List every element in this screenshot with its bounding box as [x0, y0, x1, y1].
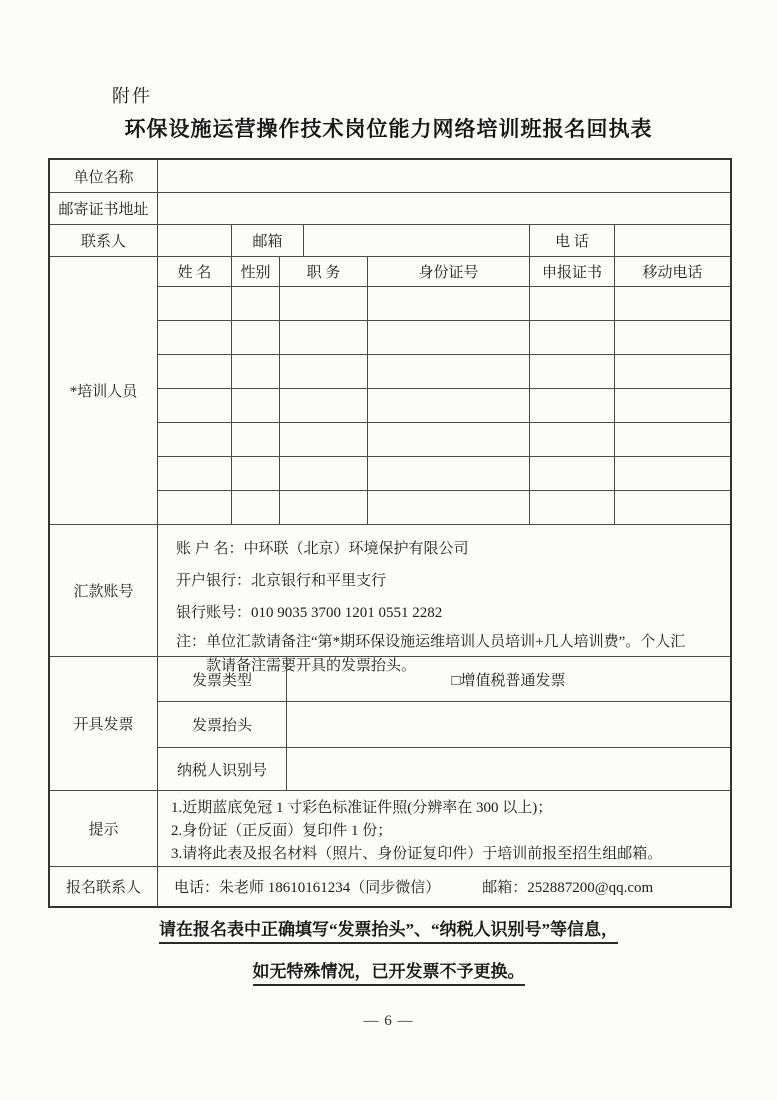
personnel-cell-name: [158, 457, 232, 490]
personnel-empty-row: [158, 321, 730, 355]
personnel-cell-gender: [232, 287, 280, 320]
personnel-cell-idnum: [368, 321, 530, 354]
personnel-cell-duty: [280, 321, 368, 354]
personnel-empty-rows: [158, 287, 730, 524]
personnel-cell-cert: [530, 287, 615, 320]
personnel-cell-name: [158, 355, 232, 388]
personnel-cell-mobile: [615, 287, 730, 320]
contact-email-label: 邮箱: [232, 225, 304, 256]
personnel-cell-duty: [280, 457, 368, 490]
personnel-grid: [158, 257, 730, 524]
personnel-cell-gender: [232, 355, 280, 388]
remittance-note-line1: 注：单位汇款请备注“第*期环保设施运维培训人员培训+几人培训费”。个人汇: [176, 634, 686, 650]
unit-name-input-cell: [158, 160, 730, 192]
contact-email-input-cell: [304, 225, 530, 256]
footer-note-line2-text: 如无特殊情况，已开发票不予更换。: [253, 962, 525, 986]
personnel-cell-idnum: [368, 423, 530, 456]
row-tips: [50, 791, 730, 867]
remittance-content: [158, 525, 730, 678]
invoice-taxid-input-cell: [287, 748, 730, 790]
personnel-header-mobile: 移动电话: [642, 265, 703, 281]
invoice-taxid-row: [158, 748, 730, 790]
footer-note-line1: [0, 915, 777, 940]
row-mailing-address: [50, 193, 730, 225]
personnel-cell-duty: [280, 491, 368, 524]
personnel-cell-name: [158, 287, 232, 320]
registration-contact-content: [158, 867, 730, 906]
personnel-cell-idnum: [368, 355, 530, 388]
invoice-taxid-label: 纳税人识别号: [158, 748, 287, 790]
personnel-header-gender: 性别: [232, 257, 280, 286]
personnel-cell-gender: [232, 321, 280, 354]
personnel-cell-mobile: [615, 457, 730, 490]
tips-item-2: 2.身份证（正反面）复印件 1 份；: [171, 823, 393, 839]
personnel-header-idnum: 身份证号: [368, 257, 530, 286]
personnel-empty-row: [158, 287, 730, 321]
tips-label: 提示: [50, 791, 158, 866]
personnel-cell-idnum: [368, 287, 530, 320]
tips-item-1: 1.近期蓝底免冠 1 寸彩色标准证件照(分辨率在 300 以上)；: [171, 800, 553, 816]
mailing-address-input-cell: [158, 193, 730, 224]
footer-note-line1-text: 请在报名表中正确填写“发票抬头”、“纳税人识别号”等信息，: [159, 920, 618, 944]
row-invoice: [50, 657, 730, 791]
invoice-label: 开具发票: [50, 657, 158, 790]
footer-note-line2: [0, 957, 777, 982]
tips-item-3: 3.请将此表及报名材料（照片、身份证复印件）于培训前报至招生组邮箱。: [171, 846, 663, 862]
personnel-empty-row: [158, 457, 730, 491]
personnel-empty-row: [158, 389, 730, 423]
remittance-label: 汇款账号: [50, 525, 158, 656]
row-contact: [50, 225, 730, 257]
invoice-subtable: [158, 657, 730, 790]
remittance-account-number: 银行账号：010 9035 3700 1201 0551 2282: [176, 605, 443, 621]
personnel-cell-gender: [232, 423, 280, 456]
mailing-address-label: 邮寄证书地址: [50, 193, 158, 224]
personnel-cell-mobile: [615, 423, 730, 456]
personnel-cell-cert: [530, 321, 615, 354]
unit-name-label: 单位名称: [50, 160, 158, 192]
personnel-cell-mobile: [615, 355, 730, 388]
personnel-cell-name: [158, 423, 232, 456]
personnel-cell-cert: [530, 355, 615, 388]
personnel-label: *培训人员: [50, 257, 158, 524]
personnel-cell-cert: [530, 457, 615, 490]
personnel-header-name: 姓 名: [158, 257, 232, 286]
invoice-type-label: 发票类型: [158, 657, 287, 701]
personnel-cell-duty: [280, 355, 368, 388]
remittance-account-name: 账 户 名：中环联（北京）环境保护有限公司: [176, 541, 469, 557]
vat-invoice-checkbox-option: □增值税普通发票: [451, 672, 566, 689]
personnel-cell-cert: [530, 423, 615, 456]
personnel-empty-row: [158, 423, 730, 457]
personnel-cell-idnum: [368, 389, 530, 422]
invoice-title-input-cell: [287, 702, 730, 747]
personnel-empty-row: [158, 355, 730, 389]
contact-name-input-cell: [158, 225, 232, 256]
personnel-cell-gender: [232, 491, 280, 524]
personnel-header-row: [158, 257, 730, 287]
personnel-cell-gender: [232, 457, 280, 490]
personnel-cell-name: [158, 389, 232, 422]
row-unit-name: [50, 160, 730, 193]
invoice-title-label: 发票抬头: [158, 702, 287, 747]
personnel-cell-mobile: [615, 389, 730, 422]
personnel-cell-idnum: [368, 491, 530, 524]
personnel-cell-cert: [530, 389, 615, 422]
registration-contact-phone: 电话：朱老师 18610161234（同步微信）: [174, 880, 441, 896]
invoice-type-row: [158, 657, 730, 702]
invoice-title-row: [158, 702, 730, 748]
row-registration-contact: [50, 867, 730, 906]
personnel-cell-idnum: [368, 457, 530, 490]
personnel-cell-duty: [280, 423, 368, 456]
remittance-bank: 开户银行：北京银行和平里支行: [176, 573, 387, 589]
registration-contact-email: 邮箱：252887200@qq.com: [482, 880, 654, 896]
registration-form-table: [48, 158, 732, 908]
contact-phone-label: 电 话: [530, 225, 615, 256]
personnel-cell-name: [158, 321, 232, 354]
personnel-cell-mobile: [615, 491, 730, 524]
personnel-cell-mobile: [615, 321, 730, 354]
row-personnel: [50, 257, 730, 525]
personnel-header-duty: 职 务: [280, 257, 368, 286]
registration-contact-label: 报名联系人: [50, 867, 158, 906]
attachment-label: 附件: [112, 86, 152, 106]
personnel-cell-duty: [280, 389, 368, 422]
remittance-note-line2: 款请备注需要开具的发票抬头。: [206, 658, 417, 674]
row-remittance: [50, 525, 730, 674]
personnel-cell-duty: [280, 287, 368, 320]
personnel-cell-cert: [530, 491, 615, 524]
contact-phone-input-cell: [615, 225, 730, 256]
personnel-cell-gender: [232, 389, 280, 422]
tips-content: [158, 791, 730, 866]
page-number: — 6 —: [363, 1013, 414, 1029]
personnel-header-cert: 申报证书: [530, 257, 615, 286]
page-title: 环保设施运营操作技术岗位能力网络培训班报名回执表: [124, 117, 653, 141]
personnel-empty-row: [158, 491, 730, 524]
personnel-cell-name: [158, 491, 232, 524]
contact-label: 联系人: [50, 225, 158, 256]
